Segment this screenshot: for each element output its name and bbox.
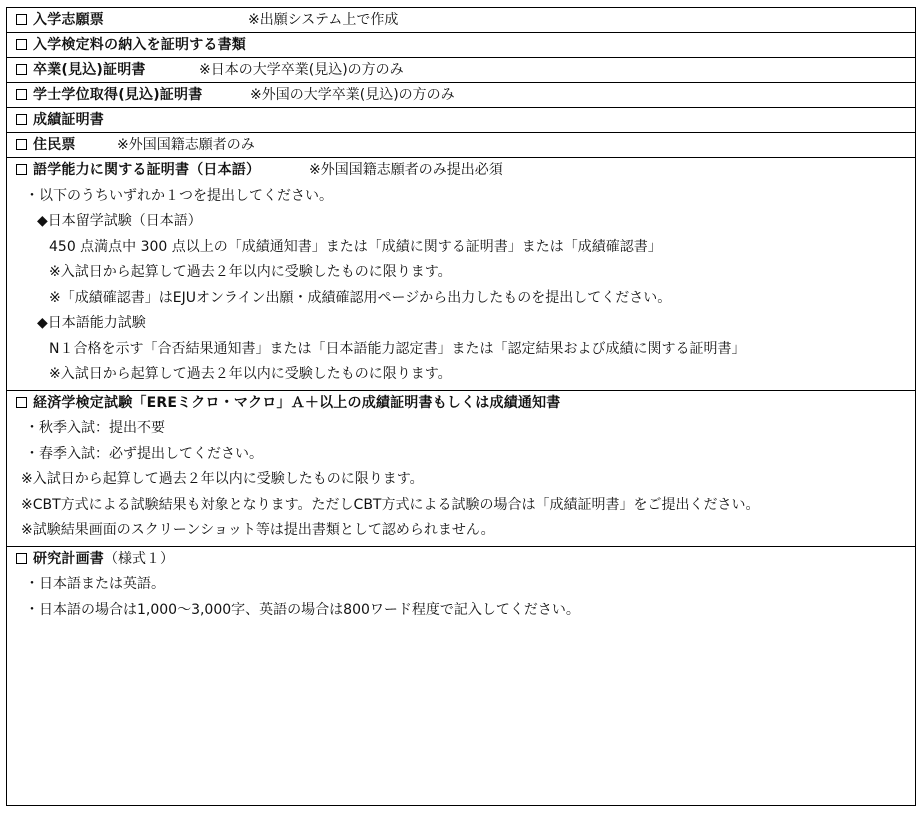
checkbox-icon[interactable] — [16, 397, 27, 408]
checklist-row-degree-certificate — [7, 83, 915, 108]
checklist-row-fee-proof — [7, 33, 915, 58]
row-note: ※外国の大学卒業(見込)の方のみ — [250, 87, 455, 103]
eju-note-confirmation: ※「成績確認書」はEJUオンライン出願・成績確認用ページから出力したものを提出してください。 — [49, 289, 672, 306]
economics-spring: ・春季入試：必ず提出してください。 — [25, 445, 263, 462]
row-title: 入学検定料の納入を証明する書類 — [33, 37, 246, 53]
jlpt-note-period: ※入試日から起算して過去２年以内に受験したものに限ります。 — [49, 366, 452, 382]
jlpt-heading: ◆日本語能力試験 — [37, 315, 146, 331]
row-title: 学士学位取得(見込)証明書 — [33, 87, 203, 103]
eju-text: 450 点満点中 300 点以上の「成績通知書」または「成績に関する証明書」または「成績確認書」 — [49, 238, 662, 255]
checklist-row-research-plan — [7, 547, 915, 624]
row-note: ※出願システム上で作成 — [248, 12, 399, 28]
checklist-row-economics-exam — [7, 391, 915, 547]
row-title: 卒業(見込)証明書 — [33, 62, 146, 78]
row-form-label: （様式１） — [104, 550, 174, 567]
research-length: ・日本語の場合は1,000～3,000字、英語の場合は800ワード程度で記入してください。 — [25, 601, 580, 618]
row-title: 研究計画書 — [33, 550, 104, 567]
checklist-row-transcript — [7, 108, 915, 133]
document-checklist-table — [6, 7, 916, 806]
checklist-row-application-form — [7, 8, 915, 33]
checkbox-icon[interactable] — [16, 89, 27, 100]
checklist-row-language-certificate — [7, 158, 915, 391]
row-header — [16, 547, 915, 573]
checkbox-icon[interactable] — [16, 64, 27, 75]
checkbox-icon[interactable] — [16, 164, 27, 175]
checkbox-icon[interactable] — [16, 114, 27, 125]
row-note: ※外国国籍志願者のみ — [117, 137, 255, 153]
language-intro: ・以下のうちいずれか１つを提出してください。 — [25, 187, 333, 204]
economics-note-screenshot: ※試験結果画面のスクリーンショット等は提出書類として認められません。 — [21, 522, 495, 538]
economics-note-cbt: ※CBT方式による試験結果も対象となります。ただしCBT方式による試験の場合は「成績証明書」をご提出ください。 — [21, 496, 760, 513]
jlpt-text: N１合格を示す「合否結果通知書」または「日本語能力認定書」または「認定結果および成績に関する証明書」 — [49, 340, 746, 357]
eju-heading: ◆日本留学試験（日本語） — [37, 213, 202, 229]
row-note: ※日本の大学卒業(見込)の方のみ — [199, 62, 404, 78]
row-title: 成績証明書 — [33, 112, 104, 128]
checklist-row-graduation-certificate — [7, 58, 915, 83]
row-title: 入学志願票 — [33, 12, 104, 28]
checkbox-icon[interactable] — [16, 139, 27, 150]
checkbox-icon[interactable] — [16, 39, 27, 50]
eju-note-period: ※入試日から起算して過去２年以内に受験したものに限ります。 — [49, 264, 452, 280]
economics-note-period: ※入試日から起算して過去２年以内に受験したものに限ります。 — [21, 471, 424, 487]
checkbox-icon[interactable] — [16, 553, 27, 564]
row-title: 住民票 — [33, 137, 76, 153]
checklist-row-resident-record — [7, 133, 915, 158]
row-header — [16, 391, 915, 417]
row-header — [16, 158, 915, 184]
row-note: ※外国国籍志願者のみ提出必須 — [309, 162, 503, 178]
research-language: ・日本語または英語。 — [25, 576, 165, 592]
row-title: 語学能力に関する証明書（日本語） — [33, 162, 261, 178]
economics-autumn: ・秋季入試：提出不要 — [25, 420, 165, 436]
checkbox-icon[interactable] — [16, 14, 27, 25]
row-title: 経済学検定試験「EREミクロ・マクロ」Ａ＋以上の成績証明書もしくは成績通知書 — [33, 394, 561, 411]
